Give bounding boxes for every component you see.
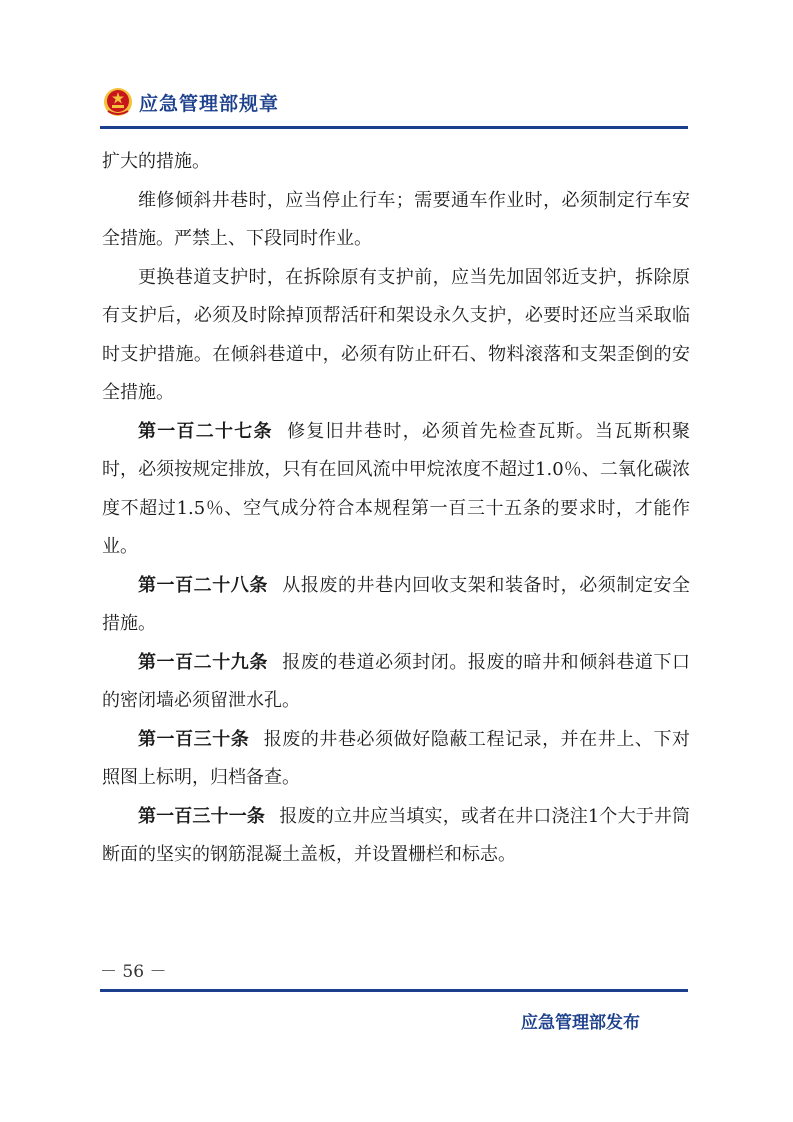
paragraph: 更换巷道支护时，在拆除原有支护前，应当先加固邻近支护，拆除原有支护后，必须及时除掉顶帮活矸和架设永久支护，必要时还应当采取临时支护措施。在倾斜巷道中，必须有防止矸石、物料滚落和支架歪倒的安全措施。 <box>102 266 690 403</box>
article-text: 修复旧井巷时，必须首先检查瓦斯。当瓦斯积聚时，必须按规定排放，只有在回风流中甲烷浓度不超过1.0％、二氧化碳浓度不超过1.5％、空气成分符合本规程第一百三十五条的要求时，才能作业。 <box>102 420 691 557</box>
page-number: － 56 － <box>100 962 167 982</box>
article-text: 报废的巷道必须封闭。报废的暗井和倾斜巷道下口的密闭墙必须留泄水孔。 <box>102 651 691 711</box>
article-text: 报废的立井应当填实，或者在井口浇注1个大于井筒断面的坚实的钢筋混凝土盖板，并设置栅栏和标志。 <box>102 805 691 865</box>
paragraph: 维修倾斜井巷时，应当停止行车；需要通车作业时，必须制定行车安全措施。严禁上、下段同时作业。 <box>102 189 690 249</box>
footer-divider <box>100 989 688 992</box>
article-label: 第一百二十八条 <box>138 574 268 596</box>
article-129 <box>102 644 690 721</box>
article-131 <box>102 798 690 875</box>
header-title: 应急管理部规章 <box>139 92 280 115</box>
article-128 <box>102 567 690 644</box>
body-text <box>102 143 690 875</box>
national-emblem-icon <box>103 87 133 117</box>
article-text: 报废的井巷必须做好隐蔽工程记录，并在井上、下对照图上标明，归档备查。 <box>102 728 691 788</box>
article-label: 第一百三十一条 <box>138 805 266 827</box>
article-label: 第一百二十七条 <box>138 420 273 442</box>
header-divider <box>100 126 688 129</box>
footer-publisher: 应急管理部发布 <box>521 1013 640 1033</box>
article-130 <box>102 721 690 798</box>
paragraph-continuation: 扩大的措施。 <box>102 151 210 172</box>
article-text: 从报废的井巷内回收支架和装备时，必须制定安全措施。 <box>102 574 691 634</box>
article-label: 第一百三十条 <box>138 728 250 750</box>
article-127 <box>102 413 690 567</box>
page-header <box>103 84 279 120</box>
article-label: 第一百二十九条 <box>138 651 268 673</box>
